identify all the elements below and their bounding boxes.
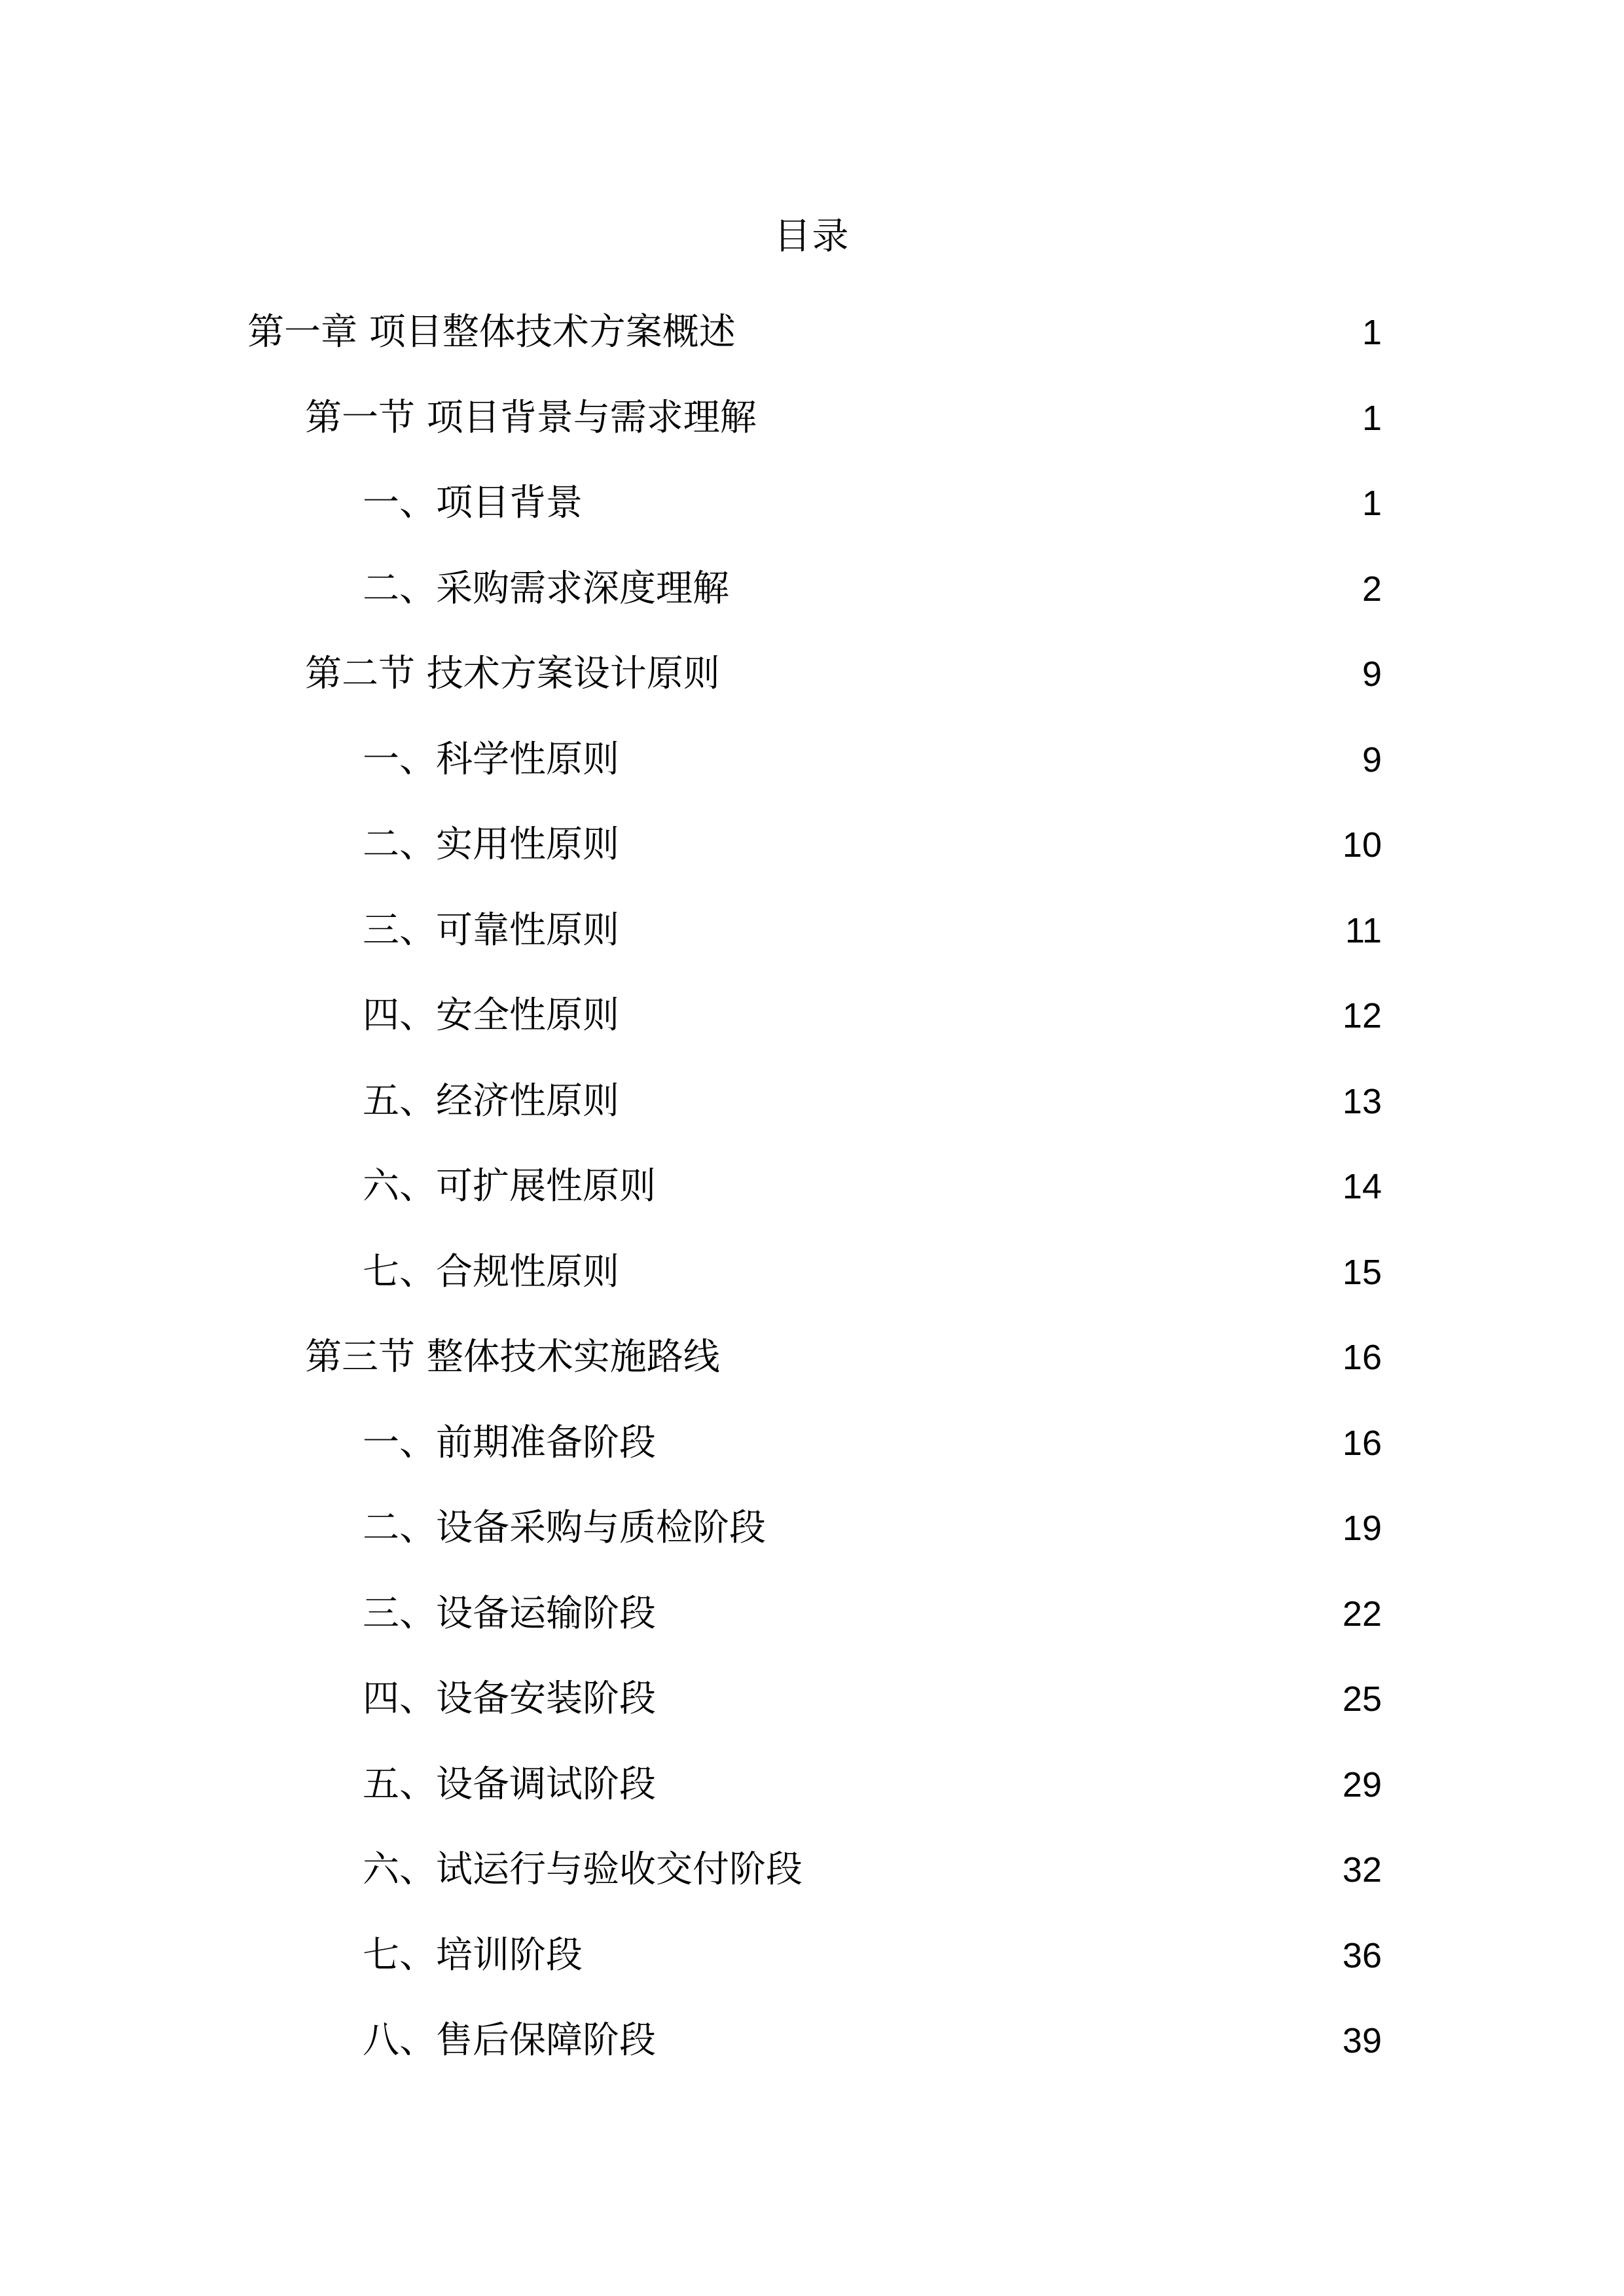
toc-entry[interactable] (0, 725, 1624, 810)
toc-entry-label: 二、设备采购与质检阶段 (363, 1507, 766, 1549)
toc-entry-page-number: 29 (1342, 1765, 1382, 1804)
toc-entry-page-number: 19 (1342, 1509, 1382, 1548)
toc-entry[interactable] (0, 383, 1624, 469)
toc-entry-page-number: 1 (1362, 398, 1382, 438)
toc-entry[interactable] (0, 1322, 1624, 1408)
toc-entry[interactable] (0, 1749, 1624, 1835)
toc-entry-label: 三、可靠性原则 (363, 908, 619, 952)
toc-entry-page-number: 14 (1342, 1167, 1382, 1206)
toc-entry-label: 二、采购需求深度理解 (363, 567, 729, 610)
toc-entry[interactable] (0, 1920, 1624, 2006)
toc-entry[interactable] (0, 2005, 1624, 2091)
toc-entry-page-number: 9 (1362, 655, 1382, 694)
toc-entry-page-number: 1 (1362, 484, 1382, 523)
toc-entry[interactable] (0, 554, 1624, 639)
toc-entry-label: 四、设备安装阶段 (363, 1677, 656, 1720)
toc-entry-label: 四、安全性原则 (363, 994, 619, 1037)
toc-entry-page-number: 39 (1342, 2021, 1382, 2060)
toc-entry[interactable] (0, 1408, 1624, 1494)
toc-entry-label: 一、前期准备阶段 (363, 1421, 656, 1464)
toc-entry-page-number: 1 (1362, 313, 1382, 352)
toc-title: 目录 (774, 215, 850, 258)
toc-entry[interactable] (0, 1664, 1624, 1749)
toc-entry-label: 第二节 技术方案设计原则 (305, 653, 720, 695)
toc-entry-label: 三、设备运输阶段 (363, 1592, 656, 1635)
toc-entry[interactable] (0, 468, 1624, 554)
toc-entry-page-number: 36 (1342, 1935, 1382, 1975)
toc-entry-label: 八、售后保障阶段 (363, 2019, 656, 2062)
toc-entry-label: 七、合规性原则 (363, 1250, 619, 1293)
toc-entry-page-number: 13 (1342, 1081, 1382, 1121)
toc-entry-label: 七、培训阶段 (363, 1933, 583, 1977)
toc-entry[interactable] (0, 1493, 1624, 1579)
toc-entry-page-number: 16 (1342, 1423, 1382, 1463)
toc-entry-label: 五、经济性原则 (363, 1079, 619, 1122)
toc-entry-label: 第一章 项目整体技术方案概述 (247, 311, 736, 353)
toc-entry-page-number: 22 (1342, 1594, 1382, 1634)
toc-entry-page-number: 32 (1342, 1850, 1382, 1890)
toc-entry-label: 第三节 整体技术实施路线 (305, 1336, 720, 1378)
toc-entry[interactable] (0, 639, 1624, 725)
toc-entry[interactable] (0, 1835, 1624, 1920)
toc-entry-label: 一、科学性原则 (363, 738, 619, 781)
toc-entry-page-number: 25 (1342, 1679, 1382, 1719)
toc-entry-page-number: 9 (1362, 740, 1382, 780)
toc-entry[interactable] (0, 810, 1624, 895)
toc-entry-page-number: 15 (1342, 1252, 1382, 1292)
toc-entry-label: 二、实用性原则 (363, 823, 619, 866)
toc-entry-page-number: 11 (1344, 910, 1382, 950)
toc-entry[interactable] (0, 297, 1624, 383)
toc-entry-page-number: 2 (1362, 569, 1382, 609)
toc-entry[interactable] (0, 1151, 1624, 1237)
toc-entry-label: 第一节 项目背景与需求理解 (305, 396, 757, 439)
toc-entry-label: 六、试运行与验收交付阶段 (363, 1848, 803, 1891)
toc-entry[interactable] (0, 1579, 1624, 1664)
toc-entry[interactable] (0, 1066, 1624, 1152)
toc-entry-page-number: 12 (1342, 996, 1382, 1035)
toc-entry-label: 五、设备调试阶段 (363, 1763, 656, 1806)
toc-entry[interactable] (0, 980, 1624, 1066)
toc-entry-label: 一、项目背景 (363, 482, 583, 524)
toc-list (0, 297, 1624, 2091)
toc-entry[interactable] (0, 895, 1624, 981)
toc-entry-label: 六、可扩展性原则 (363, 1165, 656, 1208)
toc-entry[interactable] (0, 1237, 1624, 1323)
toc-entry-page-number: 10 (1342, 825, 1382, 865)
toc-entry-page-number: 16 (1342, 1338, 1382, 1377)
